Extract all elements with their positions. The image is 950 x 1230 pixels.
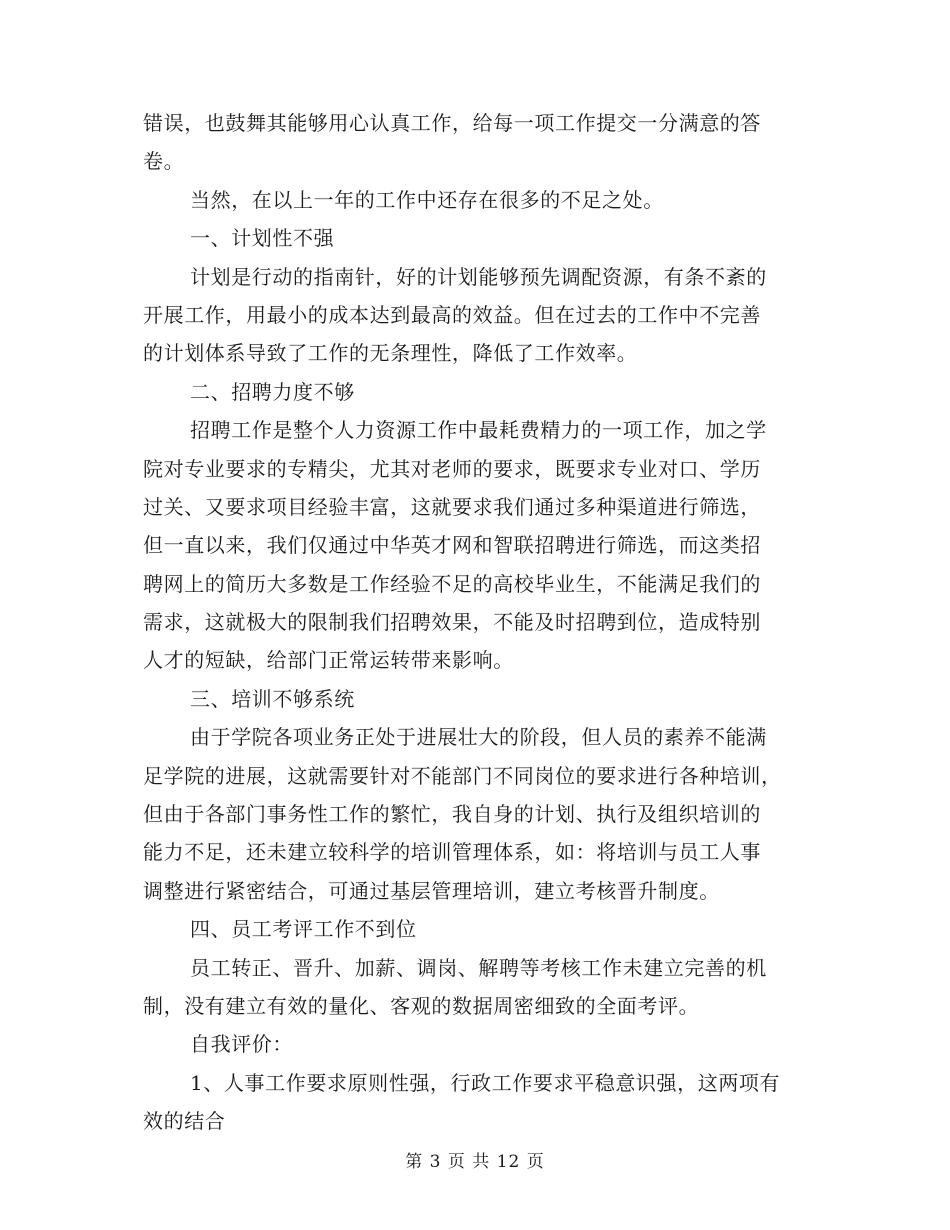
- section-heading: 自我评价：: [190, 1032, 293, 1057]
- text-line: 计划是行动的指南针，好的计划能够预先调配资源，有条不紊的: [190, 264, 767, 289]
- page-number-footer: 第 3 页 共 12 页: [405, 1152, 545, 1172]
- text-line: 能力不足，还未建立较科学的培训管理体系，如：将培训与员工人事: [143, 840, 761, 865]
- text-line: 聘网上的简历大多数是工作经验不足的高校毕业生，不能满足我们的: [143, 571, 761, 596]
- section-heading: 二、招聘力度不够: [190, 379, 355, 404]
- text-line: 但一直以来，我们仅通过中华英才网和智联招聘进行筛选，而这类招: [143, 533, 761, 558]
- text-line: 效的结合: [143, 1109, 226, 1134]
- text-line: 制，没有建立有效的量化、客观的数据周密细致的全面考评。: [143, 993, 700, 1018]
- text-line: 由于学院各项业务正处于进展壮大的阶段，但人员的素养不能满: [190, 725, 767, 750]
- text-line: 院对专业要求的专精尖，尤其对老师的要求，既要求专业对口、学历: [143, 456, 761, 481]
- document-body: [143, 104, 811, 1141]
- section-heading: 一、计划性不强: [190, 226, 335, 251]
- section-heading: 三、培训不够系统: [190, 686, 355, 711]
- text-line: 需求，这就极大的限制我们招聘效果，不能及时招聘到位，造成特别: [143, 610, 761, 635]
- text-line: 但由于各部门事务性工作的繁忙，我自身的计划、执行及组织培训的: [143, 802, 761, 827]
- text-line: 1、人事工作要求原则性强，行政工作要求平稳意识强，这两项有: [190, 1070, 781, 1095]
- text-line: 招聘工作是整个人力资源工作中最耗费精力的一项工作，加之学: [190, 418, 767, 443]
- text-line: 调整进行紧密结合，可通过基层管理培训，建立考核晋升制度。: [143, 878, 720, 903]
- text-line: 卷。: [143, 149, 185, 174]
- text-line: 过关、又要求项目经验丰富，这就要求我们通过多种渠道进行筛选，: [143, 494, 761, 519]
- text-line: 人才的短缺，给部门正常运转带来影响。: [143, 648, 514, 673]
- text-line: 当然，在以上一年的工作中还存在很多的不足之处。: [190, 187, 664, 212]
- text-line: 开展工作，用最小的成本达到最高的效益。但在过去的工作中不完善: [143, 302, 761, 327]
- text-line: 的计划体系导致了工作的无条理性，降低了工作效率。: [143, 341, 638, 366]
- text-line: 足学院的进展，这就需要针对不能部门不同岗位的要求进行各种培训，: [143, 763, 782, 788]
- text-line: 错误，也鼓舞其能够用心认真工作，给每一项工作提交一分满意的答: [143, 111, 761, 135]
- text-line: 员工转正、晋升、加薪、调岗、解聘等考核工作未建立完善的机: [190, 955, 767, 980]
- section-heading: 四、员工考评工作不到位: [190, 917, 417, 942]
